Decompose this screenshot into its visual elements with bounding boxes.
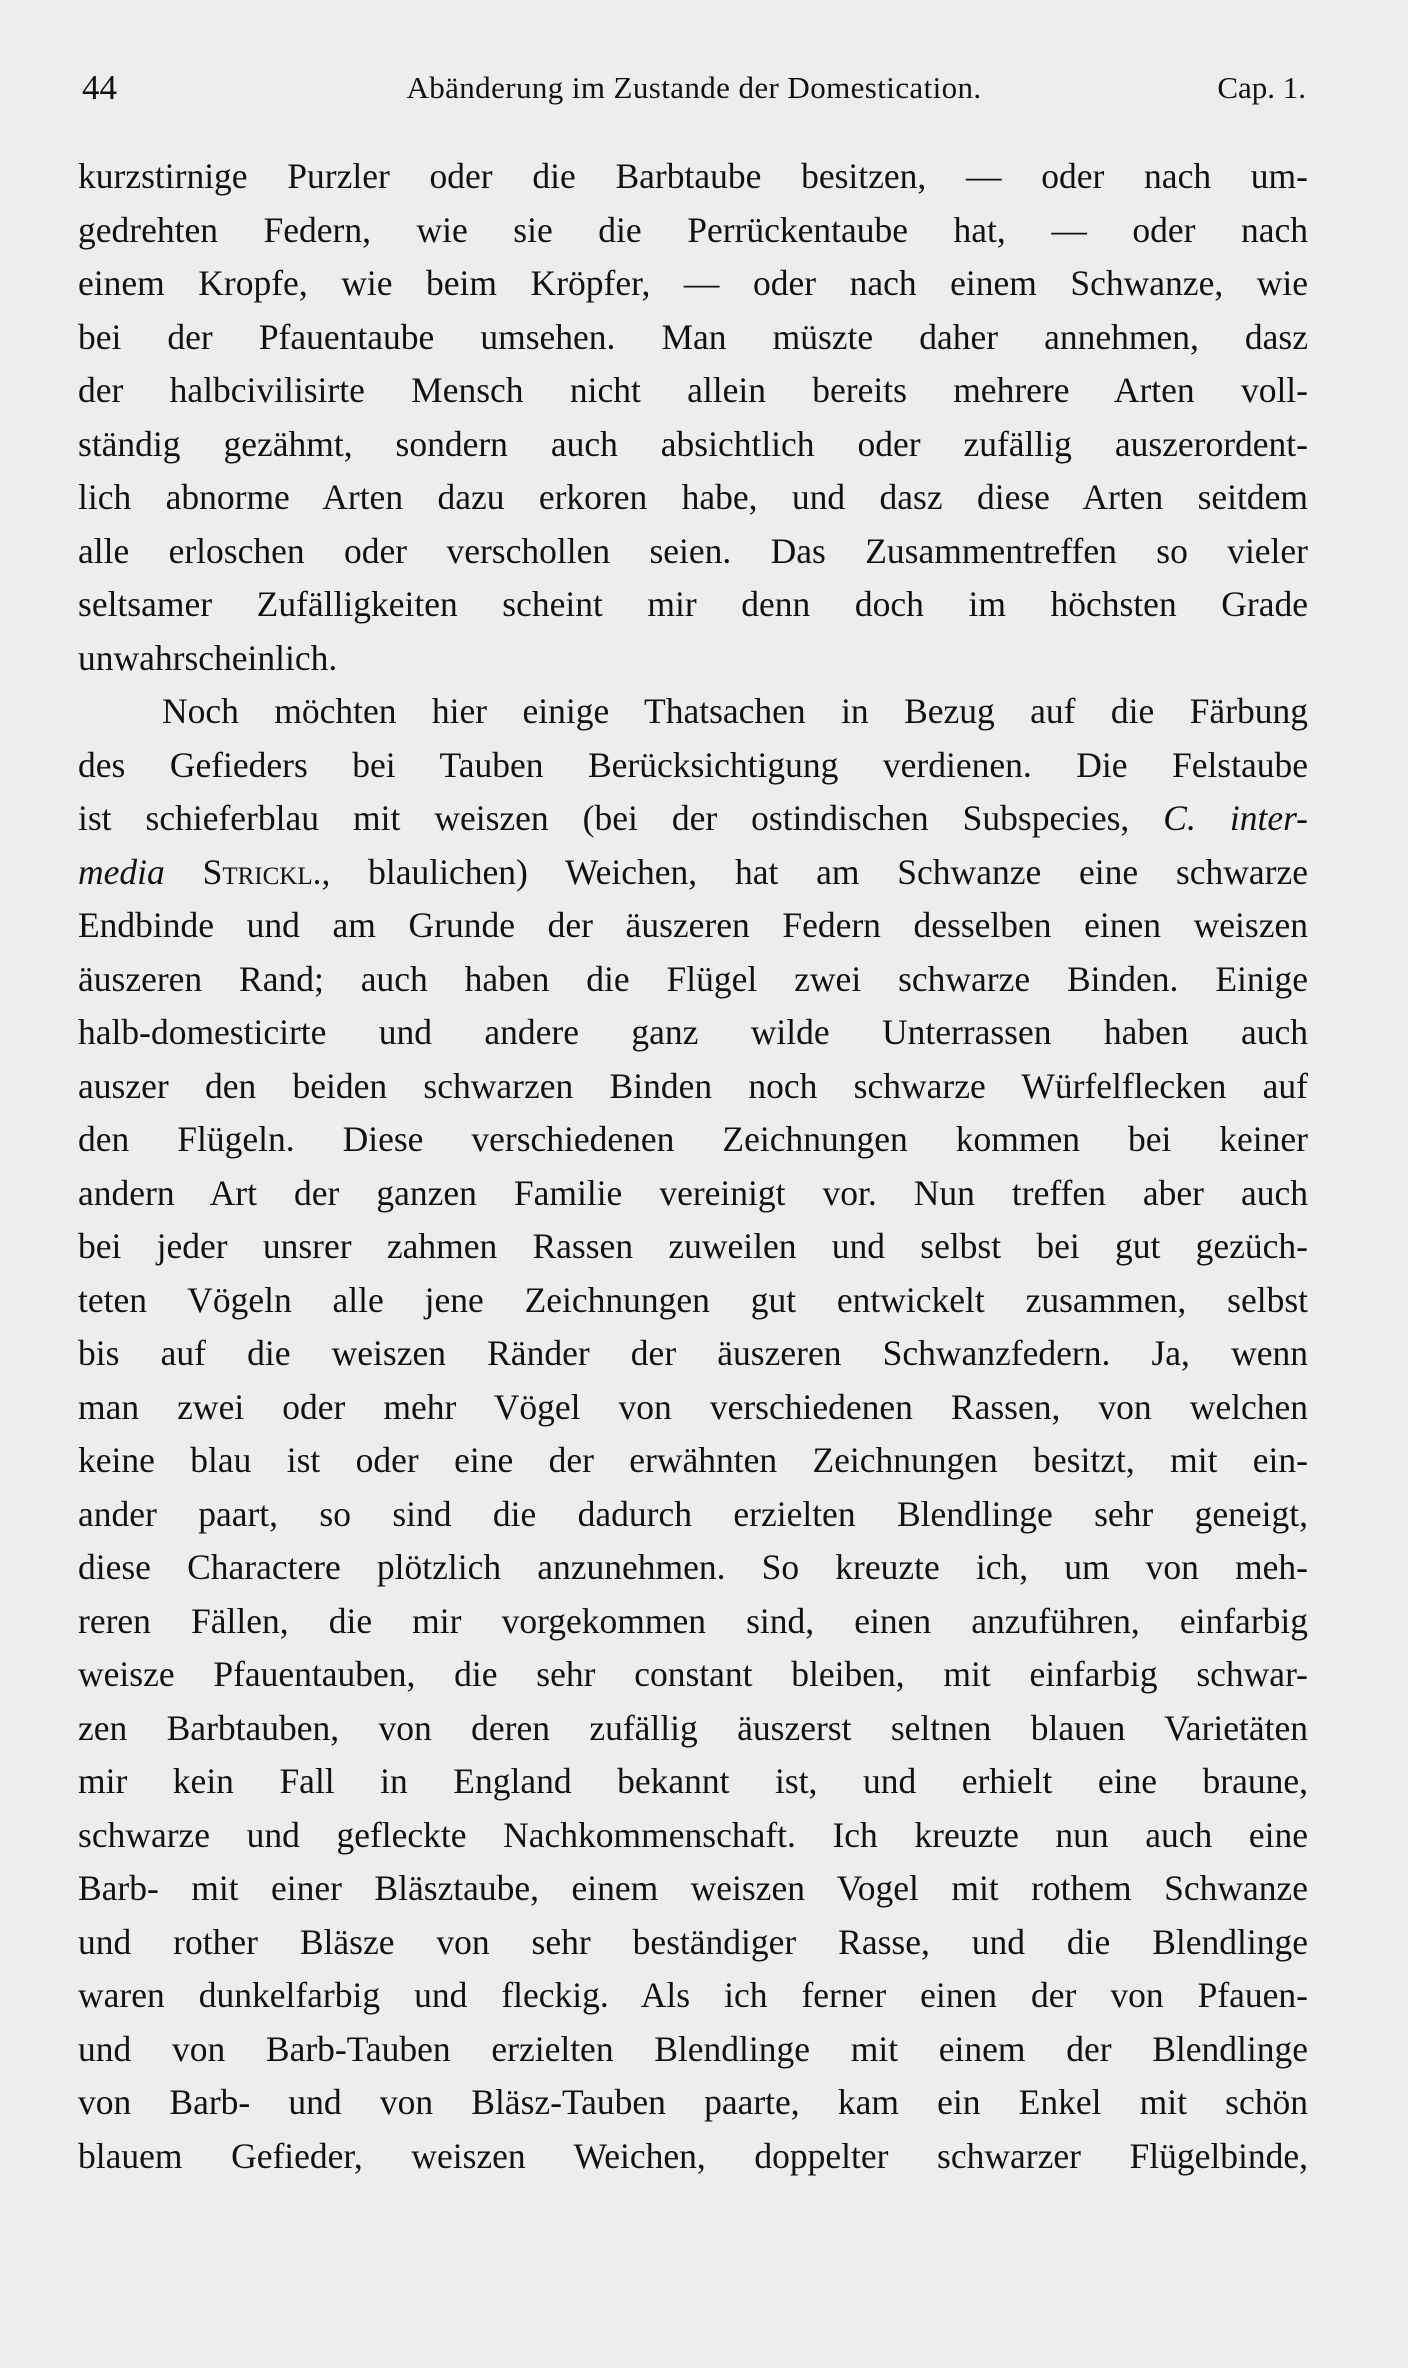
italic-species-name: C. inter- xyxy=(1163,798,1308,838)
text-line: ständig gezähmt, sondern auch absichtlich oder zufällig auszerordent- xyxy=(78,423,1308,464)
text-line: blauem Gefieder, weiszen Weichen, doppelter schwarzer Flügelbinde, xyxy=(78,2135,1308,2176)
text-line: teten Vögeln alle jene Zeichnungen gut entwickelt zusammen, selbst xyxy=(78,1279,1308,1320)
text-line: seltsamer Zufälligkeiten scheint mir denn doch im höchsten Grade xyxy=(78,584,1308,624)
text-line: von Barb- und von Bläsz-Tauben paarte, kam ein Enkel mit schön xyxy=(78,2082,1308,2122)
text-line: der halbcivilisirte Mensch nicht allein bereits mehrere Arten voll- xyxy=(78,370,1308,410)
paragraph-start-line: Noch möchten hier einige Thatsachen in Bezug auf die Färbung xyxy=(162,691,1308,731)
text-line: kurzstirnige Purzler oder die Barbtaube besitzen, — oder nach um- xyxy=(78,156,1308,196)
text-line: den Flügeln. Diese verschiedenen Zeichnungen kommen bei keiner xyxy=(78,1119,1308,1159)
text-line xyxy=(78,846,1308,900)
text-line: auszer den beiden schwarzen Binden noch schwarze Würfelflecken auf xyxy=(78,1065,1308,1106)
chapter-label: Cap. 1. xyxy=(1217,70,1306,105)
text-line: reren Fällen, die mir vorgekommen sind, einen anzuführen, einfarbig xyxy=(78,1600,1308,1641)
text-line: bis auf die weiszen Ränder der äuszeren Schwanzfedern. Ja, wenn xyxy=(78,1333,1308,1373)
text-line: äuszeren Rand; auch haben die Flügel zwei schwarze Binden. Einige xyxy=(78,958,1308,999)
text-span: ist schieferblau mit weiszen (bei der ostindischen Subspecies, xyxy=(78,798,1130,838)
italic-species-name: media xyxy=(78,851,165,892)
text-line: und von Barb-Tauben erzielten Blendlinge mit einem der Blendlinge xyxy=(78,2028,1308,2069)
text-line: einem Kropfe, wie beim Kröpfer, — oder nach einem Schwanze, wie xyxy=(78,263,1308,303)
text-line: man zwei oder mehr Vögel von verschiedenen Rassen, von welchen xyxy=(78,1386,1308,1427)
text-line: waren dunkelfarbig und fleckig. Als ich ferner einen der von Pfauen- xyxy=(78,1975,1308,2015)
text-line: gedrehten Federn, wie sie die Perrückentaube hat, — oder nach xyxy=(78,209,1308,250)
text-line: andern Art der ganzen Familie vereinigt vor. Nun treffen aber auch xyxy=(78,1172,1308,1213)
text-line: Endbinde und am Grunde der äuszeren Federn desselben einen weiszen xyxy=(78,905,1308,945)
body-text xyxy=(78,150,1308,2183)
text-line: bei der Pfauentaube umsehen. Man müszte daher annehmen, dasz xyxy=(78,316,1308,357)
running-head xyxy=(82,66,1306,110)
page-number: 44 xyxy=(82,68,117,107)
text-line: zen Barbtauben, von deren zufällig äuszerst seltnen blauen Varietäten xyxy=(78,1707,1308,1748)
text-line: bei jeder unsrer zahmen Rassen zuweilen und selbst bei gut gezüch- xyxy=(78,1226,1308,1266)
running-title: Abänderung im Zustande der Domestication. xyxy=(406,70,982,105)
text-line: halb-domesticirte und andere ganz wilde Unterrassen haben auch xyxy=(78,1012,1308,1052)
author-abbreviation: Strickl. xyxy=(202,851,322,892)
text-line: und rother Bläsze von sehr beständiger Rasse, und die Blendlinge xyxy=(78,1921,1308,1962)
text-line: ander paart, so sind die dadurch erzielten Blendlinge sehr geneigt, xyxy=(78,1493,1308,1534)
text-line: weisze Pfauentauben, die sehr constant bleiben, mit einfarbig schwar- xyxy=(78,1654,1308,1694)
text-line: alle erloschen oder verschollen seien. Das Zusammentreffen so vieler xyxy=(78,530,1308,571)
text-line: mir kein Fall in England bekannt ist, und erhielt eine braune, xyxy=(78,1761,1308,1801)
text-span: , blaulichen) Weichen, hat am Schwanze eine schwarze xyxy=(321,851,1308,892)
text-line: unwahrscheinlich. xyxy=(78,637,338,678)
text-line: des Gefieders bei Tauben Berücksichtigung verdienen. Die Felstaube xyxy=(78,744,1308,785)
text-line: Barb- mit einer Bläsztaube, einem weiszen Vogel mit rothem Schwanze xyxy=(78,1868,1308,1908)
text-line: keine blau ist oder eine der erwähnten Zeichnungen besitzt, mit ein- xyxy=(78,1440,1308,1480)
text-line xyxy=(78,792,1308,846)
text-line: lich abnorme Arten dazu erkoren habe, und dasz diese Arten seitdem xyxy=(78,477,1308,517)
text-line: schwarze und gefleckte Nachkommenschaft. Ich kreuzte nun auch eine xyxy=(78,1814,1308,1855)
text-line: diese Charactere plötzlich anzunehmen. So kreuzte ich, um von meh- xyxy=(78,1547,1308,1587)
